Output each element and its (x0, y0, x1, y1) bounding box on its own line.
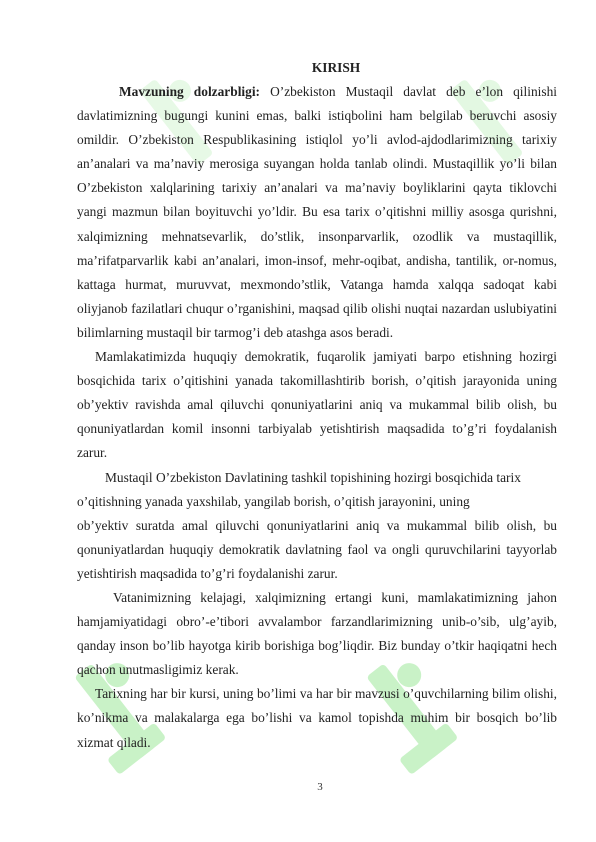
page-number: 3 (317, 781, 323, 793)
paragraph-text (77, 466, 557, 586)
paragraph-text: O’zbekiston Mustaqil davlat deb e’lon qilinishi davlatimizning bugungi kunini emas, balki istiqbolini ham belgilab beruvchi asosiy omildir. O’zbekiston Respublikasining istiqlol yo’li avlod-ajdodlarimizning tarixiy an’analari va ma’naviy merosiga suyangan holda tanlab olindi. Mustaqillik yo’li bilan O’zbekiston xalqlarining tarixiy an’analari va ma’naviy boyliklarini qayta tiklovchi yangi mazmun bilan boyituvchi yo’ldir. Bu esa tarix o’qitishni milliy asosga qurishni, xalqimizning mehnatsevarlik, do’stlik, insonparvarlik, ozodlik va mustaqillik, ma’rifatparvarlik kabi an’analari, imon-insof, mehr-oqibat, andisha, tantilik, or-nomus, kattaga hurmat, muruvvat, mexmondo’stlik, Vatanga hamda xalqqa sadoqat kabi oliyjanob fazilatlari chuqur o’rganishini, maqsad qilib olishi nuqtai nazardan uslubiyatini bilimlarning mustaqil bir tarmog’i deb atashga asos beradi. (77, 84, 557, 340)
document-body (77, 56, 557, 755)
page-title: KIRISH (311, 60, 361, 75)
paragraph-text: Vatanimizning kelajagi, xalqimizning ertangi kuni, mamlakatimizning jahon hamjamiyatidagi obro’-e’tibori avvalambor farzandlarimizning unib-o’sib, ulg’ayib, qanday inson bo’lib hayotga kirib borishiga bog’liqdir. Biz bunday o’tkir haqiqatni hech qachon unutmasligimiz kerak. (77, 589, 557, 678)
paragraph-text-part: Mustaqil O’zbekiston Davlatining tashkil topishining hozirgi bosqichida tarix o’qitishning yanada yaxshilab, yangilab borish, o’qitish jarayonini, uning (77, 469, 521, 509)
paragraph-lead: Mavzuning dolzarbligi: (119, 84, 261, 99)
paragraph-relevance (77, 80, 557, 345)
paragraph-text-part: ob’yektiv suratda amal qiluvchi qonuniyatlarini aniq va mukammal bilib olish, bu qonuniyatlardan huquqiy demokratik davlatning faol va ongli quruvchilarini tayyorlab yetishtirish maqsadida to’g’ri foydalanishi zarur. (77, 517, 557, 581)
paragraph-text: Mamlakatimizda huquqiy demokratik, fuqarolik jamiyati barpo etishning hozirgi bosqichida tarix o’qitishini yanada takomillashtirib borish, o’qitish jarayonida uning ob’yektiv ravishda amal qiluvchi qonuniyatlarini aniq va mukammal bilib olish, bu qonuniyatlardan komil insonni tarbiyalab yetishtirish maqsadida to’g’ri foydalanish zarur. (77, 349, 557, 461)
paragraph-text: Tarixning har bir kursi, uning bo’limi va har bir mavzusi o’quvchilarning bilim olishi, ko’nikma va malakalarga ega bo’lishi va kamol topishda muhim bir bosqich bo’lib xizmat qiladi. (77, 686, 557, 750)
